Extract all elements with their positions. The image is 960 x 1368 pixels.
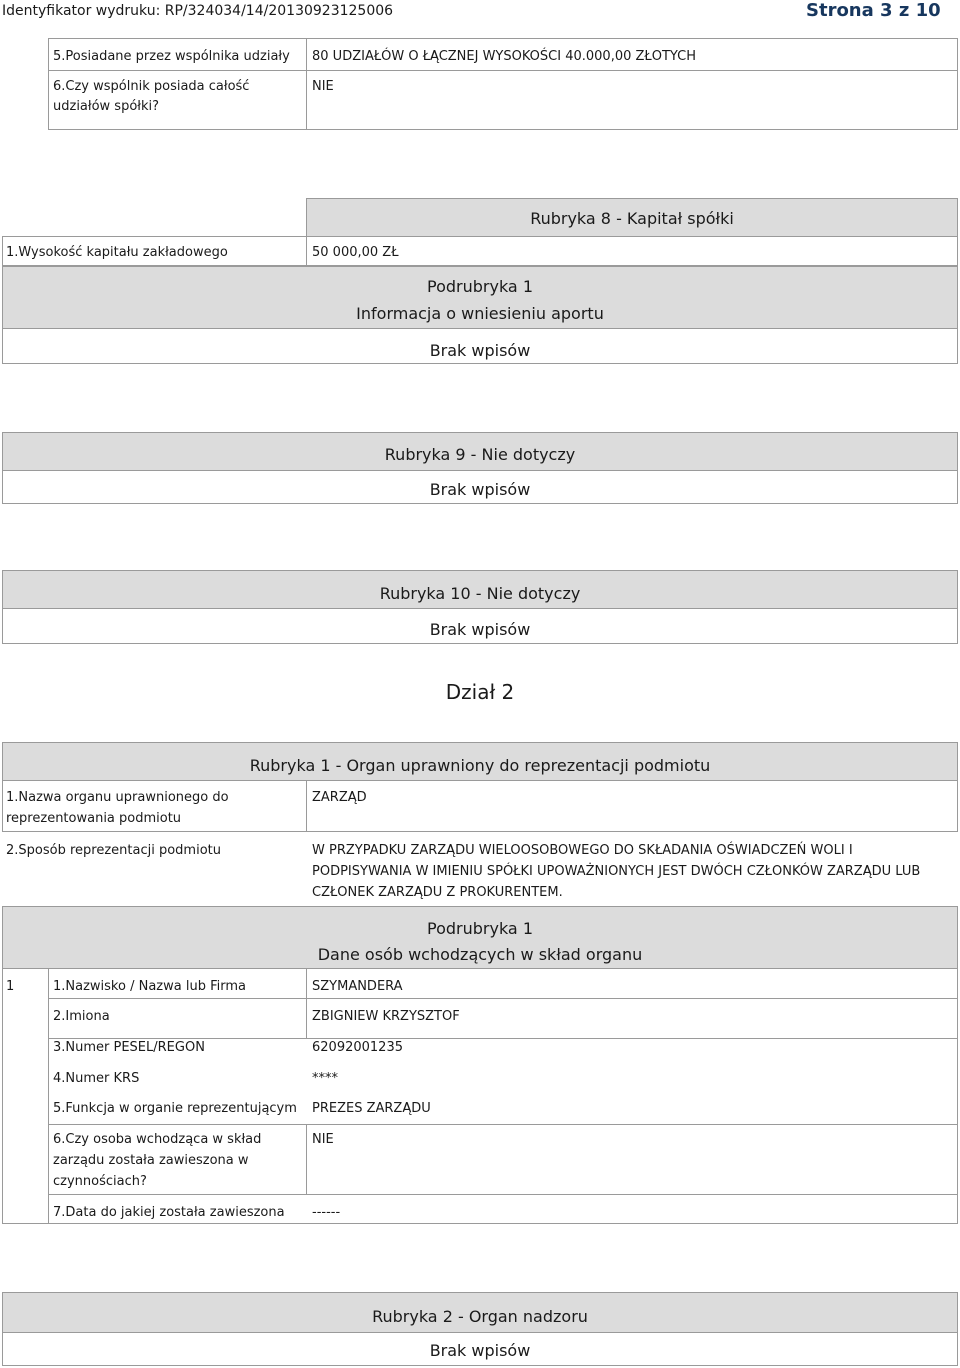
rubryka10-empty: Brak wpisów xyxy=(429,620,531,639)
representation-label: 2.Sposób reprezentacji podmiotu xyxy=(6,843,221,858)
member-suspended-until-value: ------ xyxy=(312,1205,341,1220)
partner-q6-label: 6.Czy wspólnik posiada całość xyxy=(53,79,250,94)
member-surname-value: SZYMANDERA xyxy=(312,979,403,994)
organ-name-label-cont: reprezentowania podmiotu xyxy=(6,811,182,826)
rubryka8-sub-title: Podrubryka 1 xyxy=(427,277,533,296)
representation-value-2: PODPISYWANIA W IMIENIU SPÓŁKI UPOWAŻNIONYCH JEST DWÓCH CZŁONKÓW ZARZĄDU LUB xyxy=(312,864,921,879)
partner-q5-value: 80 UDZIAŁÓW O ŁĄCZNEJ WYSOKOŚCI 40.000,00 ZŁOTYCH xyxy=(312,49,696,64)
rubryka8-sub-subtitle: Informacja o wniesieniu aportu xyxy=(356,304,604,323)
organ-name-value: ZARZĄD xyxy=(312,790,367,805)
member-names-value: ZBIGNIEW KRZYSZTOF xyxy=(312,1009,460,1024)
capital-value: 50 000,00 ZŁ xyxy=(312,245,399,260)
rubryka2-header xyxy=(2,1292,958,1332)
rubryka8-title: Rubryka 8 - Kapitał spółki xyxy=(530,209,734,228)
rubryka2-empty-box xyxy=(2,1332,958,1366)
member-suspended-label-cont: zarządu została zawieszona w xyxy=(53,1153,249,1168)
rubryka8-sub-header xyxy=(2,266,958,328)
rubryka10-header xyxy=(2,570,958,608)
member-suspended-label: 6.Czy osoba wchodząca w skład xyxy=(53,1132,262,1147)
member-surname-label: 1.Nazwisko / Nazwa lub Firma xyxy=(53,979,246,994)
member-names-label: 2.Imiona xyxy=(53,1009,110,1024)
rubryka1-sub-title: Podrubryka 1 xyxy=(427,919,533,938)
page-number: Strona 3 z 10 xyxy=(806,0,941,21)
member-function-label: 5.Funkcja w organie reprezentującym xyxy=(53,1101,297,1116)
member-krs-label: 4.Numer KRS xyxy=(53,1071,140,1086)
partner-q6-value: NIE xyxy=(312,79,334,94)
member-pesel-label: 3.Numer PESEL/REGON xyxy=(53,1040,205,1055)
representation-value-3: CZŁONEK ZARZĄDU Z PROKURENTEM. xyxy=(312,885,563,900)
rubryka2-empty: Brak wpisów xyxy=(429,1341,531,1360)
print-identifier: Identyfikator wydruku: RP/324034/14/20130923125006 xyxy=(2,3,394,19)
partner-q6-label-cont: udziałów spółki? xyxy=(53,99,160,114)
rubryka9-empty-box xyxy=(2,470,958,504)
member-suspended-label-cont2: czynnościach? xyxy=(53,1174,147,1189)
member-krs-value: **** xyxy=(312,1071,338,1086)
rubryka1-sub-header xyxy=(2,906,958,968)
rubryka9-title: Rubryka 9 - Nie dotyczy xyxy=(384,445,576,464)
partner-q5-label: 5.Posiadane przez wspólnika udziały xyxy=(53,49,290,64)
capital-label: 1.Wysokość kapitału zakładowego xyxy=(6,245,228,260)
rubryka9-empty: Brak wpisów xyxy=(429,480,531,499)
rubryka8-empty: Brak wpisów xyxy=(429,341,531,360)
rubryka9-header xyxy=(2,432,958,470)
section-title: Dział 2 xyxy=(445,680,515,704)
member-entry-number: 1 xyxy=(6,979,15,994)
member-function-value: PREZES ZARZĄDU xyxy=(312,1101,431,1116)
rubryka2-title: Rubryka 2 - Organ nadzoru xyxy=(372,1307,588,1326)
rubryka1-title: Rubryka 1 - Organ uprawniony do reprezentacji podmiotu xyxy=(249,756,711,775)
rubryka8-empty-box xyxy=(2,328,958,364)
rubryka10-title: Rubryka 10 - Nie dotyczy xyxy=(379,584,581,603)
representation-value-1: W PRZYPADKU ZARZĄDU WIELOOSOBOWEGO DO SKŁADANIA OŚWIADCZEŃ WOLI I xyxy=(312,843,853,858)
member-suspended-until-label: 7.Data do jakiej została zawieszona xyxy=(53,1205,285,1220)
rubryka10-empty-box xyxy=(2,608,958,644)
member-pesel-value: 62092001235 xyxy=(312,1040,403,1055)
rubryka8-header xyxy=(306,198,958,236)
rubryka1-header xyxy=(2,742,958,780)
member-suspended-value: NIE xyxy=(312,1132,334,1147)
organ-name-label: 1.Nazwa organu uprawnionego do xyxy=(6,790,229,805)
rubryka1-sub-subtitle: Dane osób wchodzących w skład organu xyxy=(317,945,643,964)
